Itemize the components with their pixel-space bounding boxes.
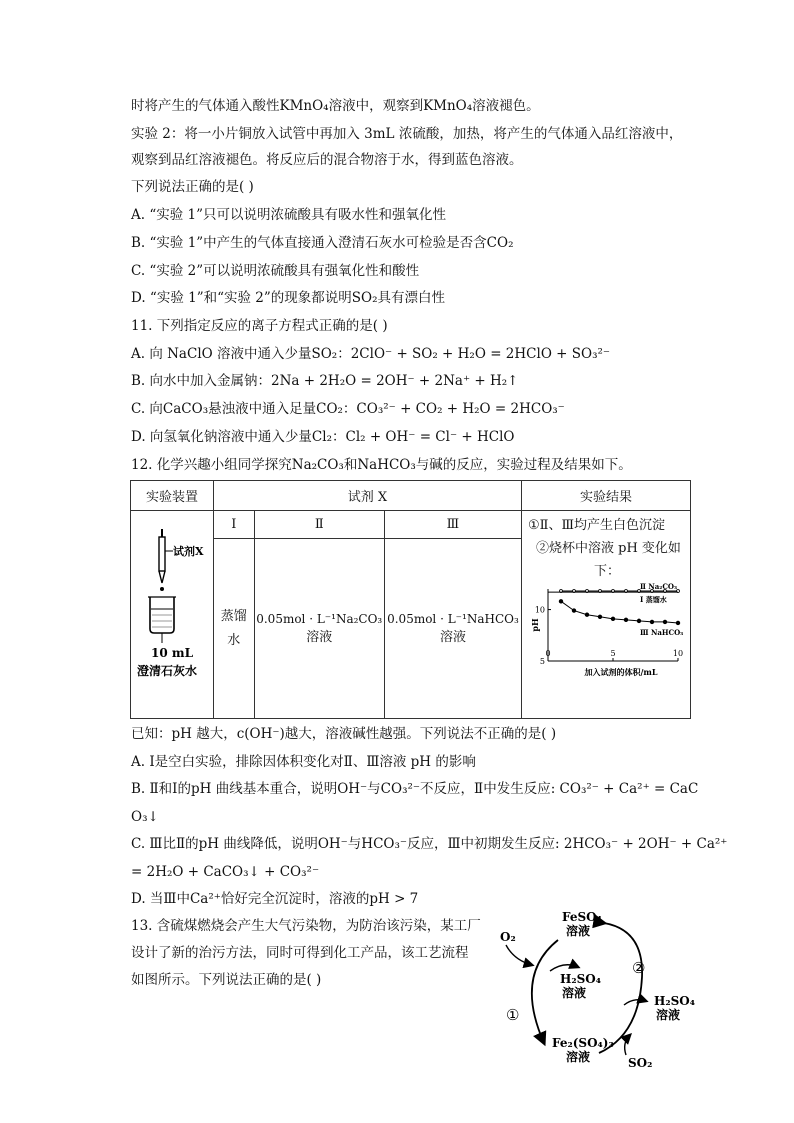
reagent-x-label: 试剂X [173,544,204,558]
header-reagent: 试剂 X [214,481,522,511]
x-tick-label: 5 [610,649,616,658]
question-13: 13. 含硫煤燃烧会产生大气污染物，为防治该污染，某工厂 [131,918,481,934]
limewater-label: 澄清石灰水 [137,663,198,678]
option-c: C. Ⅲ比Ⅱ的pH 曲线降低，说明OH⁻与HCO₃⁻反应，Ⅲ中初期发生反应: 2HCO₃⁻ + 2OH⁻ + Ca²⁺ [131,836,728,852]
option-c: C. 向CaCO₃悬浊液中通入足量CO₂：CO₃²⁻ + CO₂ + H₂O = 2HCO₃⁻ [131,401,565,417]
feso4-label: FeSO₄ [562,910,602,924]
reagent-na2co3-text: 0.05mol · L⁻¹Na₂CO₃ [256,612,383,626]
option-b-cont: O₃↓ [131,809,159,825]
option-c: C. “实验 2”可以说明浓硫酸具有强氧化性和酸性 [131,263,420,279]
text-line: 设计了新的治污方法，同时可得到化工产品，该工艺流程 [131,945,469,961]
data-point [611,617,615,621]
reagent-na2co3 [254,539,384,719]
o2-arrow [506,945,532,965]
header-result: 实验结果 [521,481,690,511]
option-b: B. 向水中加入金属钠：2Na + 2H₂O = 2OH⁻ + 2Na⁺ + H₂↑ [131,373,519,389]
data-point [598,615,602,619]
series-line [561,601,678,623]
series-label: Ⅲ NaHCO₃ [639,627,684,637]
x-tick-label: 10 [672,649,684,658]
h2so4-internal-solution-label: 溶液 [562,986,587,1000]
step-2-label: ② [632,959,646,977]
data-point [559,600,563,604]
option-b: B. Ⅱ和Ⅰ的pH 曲线基本重合，说明OH⁻与CO₃²⁻不反应，Ⅱ中发生反应: CO₃²⁻ + Ca²⁺ = CaC [131,781,699,797]
result-line: ①Ⅱ、Ⅲ均产生白色沉淀 [527,518,666,533]
fe2so43-solution-label: 溶液 [566,1050,591,1064]
h2so4-product-solution-label: 溶液 [656,1008,681,1022]
reagent-nahco3-text: 0.05mol · L⁻¹NaHCO₃ [387,612,519,626]
y-tick-label: 10 [534,605,545,615]
reagent-water [214,539,255,719]
result-cell [521,511,690,719]
option-d: D. “实验 1”和“实验 2”的现象都说明SO₂具有漂白性 [131,290,446,306]
data-point [572,609,576,613]
h2so4-out-arrow [624,1000,646,1005]
col-i: Ⅰ [214,511,255,539]
question-12: 12. 化学兴趣小组同学探究Na₂CO₃和NaHCO₃与碱的反应，实验过程及结果如下。 [131,457,632,473]
question-11: 11. 下列指定反应的离子方程式正确的是( ) [131,318,388,334]
h2so4-internal-label: H₂SO₄ [560,972,601,986]
o2-label: O₂ [500,930,516,944]
option-c-cont: = 2H₂O + CaCO₃↓ + CO₃²⁻ [131,864,320,880]
x-tick-label: 0 [545,649,551,658]
data-point [663,620,667,624]
text-line: 观察到品红溶液褪色。将反应后的混合物溶于水，得到蓝色溶液。 [131,152,523,168]
col-iii: Ⅲ [384,511,521,539]
data-point [585,613,589,617]
apparatus-cell [131,511,214,719]
series-label: Ⅰ 蒸馏水 [639,595,667,605]
y-tick-label: 5 [539,657,545,666]
ph-chart [528,583,686,685]
beaker-dropper-icon [131,525,213,705]
option-d: D. 向氢氧化钠溶液中通入少量Cl₂：Cl₂ + OH⁻ = Cl⁻ + HClO [131,429,515,445]
so2-arrow [625,1035,630,1055]
h2so4-product-label: H₂SO₄ [654,994,695,1008]
experiment-table [130,480,691,719]
result-line: 下： [593,564,620,579]
volume-label: 10 mL [151,645,194,660]
data-point [624,618,628,622]
cycle-arrow-left [532,940,558,1043]
header-apparatus: 实验装置 [131,481,214,511]
step-1-label: ① [506,1006,520,1024]
process-cycle-diagram [494,905,704,1070]
reagent-na2co3-solution: 溶液 [306,630,333,645]
reagent-nahco3-solution: 溶液 [439,630,466,645]
fe2so43-label: Fe₂(SO₄)₃ [552,1036,614,1050]
option-a: A. Ⅰ是空白实验，排除因体积变化对Ⅱ、Ⅲ溶液 pH 的影响 [131,754,476,770]
option-b: B. “实验 1”中产生的气体直接通入澄清石灰水可检验是否含CO₂ [131,235,514,251]
data-point [650,620,654,624]
text-line: 时将产生的气体通入酸性KMnO₄溶液中，观察到KMnO₄溶液褪色。 [131,98,540,114]
known-condition: 已知：pH 越大，c(OH⁻)越大，溶液碱性越强。下列说法不正确的是( ) [131,726,557,742]
text-line: 实验 2：将一小片铜放入试管中再加入 3mL 浓硫酸，加热，将产生的气体通入品红溶液中， [131,126,683,142]
result-line: ②烧杯中溶液 pH 变化如 [535,541,681,556]
option-d: D. 当Ⅲ中Ca²⁺恰好完全沉淀时，溶液的pH > 7 [131,891,419,907]
data-point [676,621,680,625]
so2-label: SO₂ [628,1056,653,1070]
x-axis-label: 加入试剂的体积/mL [584,667,658,677]
y-axis-label: pH [529,618,540,632]
col-ii: Ⅱ [254,511,384,539]
option-a: A. “实验 1”只可以说明浓硫酸具有吸水性和强氧化性 [131,207,447,223]
data-point [637,619,641,623]
reagent-nahco3 [384,539,521,719]
feso4-solution-label: 溶液 [566,924,591,938]
reagent-water-text: 蒸馏水 [220,608,247,648]
series-label: Ⅱ Na₂CO₃ [639,583,678,592]
h2so4-in-arrow [550,965,578,971]
option-a: A. 向 NaClO 溶液中通入少量SO₂：2ClO⁻ + SO₂ + H₂O = 2HClO + SO₃²⁻ [131,346,611,362]
question-prompt: 下列说法正确的是( ) [131,179,254,195]
question-13-prompt: 如图所示。下列说法正确的是( ) [131,972,322,988]
